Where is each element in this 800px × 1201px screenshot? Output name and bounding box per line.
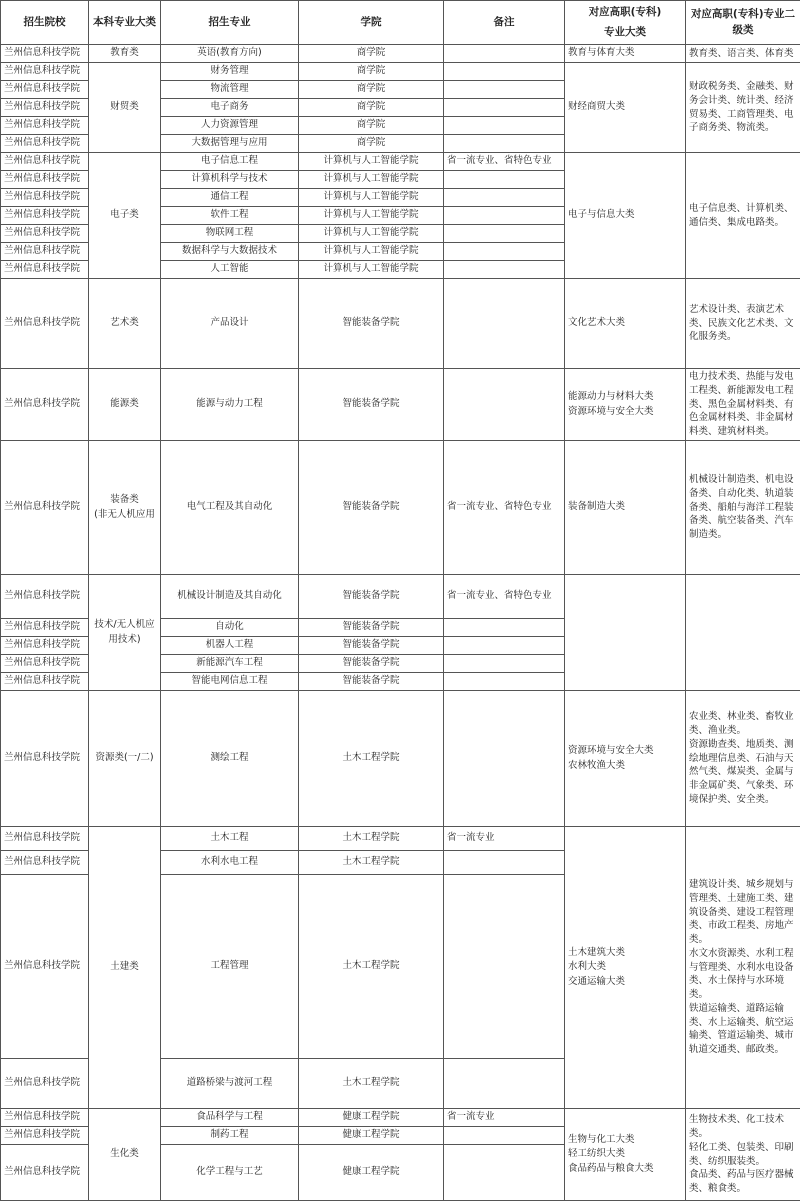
hv-subcategory-cell: 教育类、语言类、体育类: [686, 45, 800, 63]
note-cell: [444, 851, 565, 875]
hv-subcategory-cell: 生物技术类、化工技术类。 轻化工类、包装类、印刷类、纺织服装类。 食品类、药品与医疗器械类、粮食类。: [686, 1109, 800, 1201]
college-cell: 商学院: [299, 81, 444, 99]
header-school: 招生院校: [1, 1, 89, 45]
school-cell: 兰州信息科技学院: [1, 851, 89, 875]
category-cell: 土建类: [89, 827, 161, 1109]
table-row: [1, 153, 800, 171]
hv-category-cell: 文化艺术大类: [565, 279, 686, 369]
header-hv-subcategory: 对应高职(专科)专业二级类: [686, 1, 800, 45]
major-cell: 人力资源管理: [161, 117, 299, 135]
note-cell: [444, 619, 565, 637]
hv-category-cell: 装备制造大类: [565, 441, 686, 575]
school-cell: 兰州信息科技学院: [1, 117, 89, 135]
header-college: 学院: [299, 1, 444, 45]
note-cell: [444, 243, 565, 261]
hv-subcategory-cell: 电力技术类、热能与发电工程类、新能源发电工程类、黑色金属材料类、有色金属材料类、非金属材料类、建筑材料类。: [686, 369, 800, 441]
school-cell: 兰州信息科技学院: [1, 369, 89, 441]
school-cell: 兰州信息科技学院: [1, 1059, 89, 1109]
college-cell: 健康工程学院: [299, 1109, 444, 1127]
hv-category-cell: 资源环境与安全大类 农林牧渔大类: [565, 691, 686, 827]
major-cell: 机械设计制造及其自动化: [161, 575, 299, 619]
header-hv-category-line1: 对应高职(专科): [568, 3, 682, 23]
category-cell: 能源类: [89, 369, 161, 441]
major-cell: 能源与动力工程: [161, 369, 299, 441]
note-cell: [444, 637, 565, 655]
note-cell: [444, 369, 565, 441]
header-category: 本科专业大类: [89, 1, 161, 45]
major-cell: 大数据管理与应用: [161, 135, 299, 153]
hv-category-cell: 电子与信息大类: [565, 153, 686, 279]
major-cell: 数据科学与大数据技术: [161, 243, 299, 261]
college-cell: 土木工程学院: [299, 875, 444, 1059]
school-cell: 兰州信息科技学院: [1, 207, 89, 225]
college-cell: 计算机与人工智能学院: [299, 189, 444, 207]
college-cell: 土木工程学院: [299, 1059, 444, 1109]
college-cell: 智能装备学院: [299, 637, 444, 655]
table-body: [1, 45, 800, 1201]
hv-category-cell: 能源动力与材料大类 资源环境与安全大类: [565, 369, 686, 441]
college-cell: 计算机与人工智能学院: [299, 225, 444, 243]
hv-subcategory-cell: 机械设计制造类、机电设备类、自动化类、轨道装备类、船舶与海洋工程装备类、航空装备类、汽车制造类。: [686, 441, 800, 575]
school-cell: 兰州信息科技学院: [1, 441, 89, 575]
note-cell: [444, 207, 565, 225]
school-cell: 兰州信息科技学院: [1, 153, 89, 171]
major-cell: 人工智能: [161, 261, 299, 279]
header-major: 招生专业: [161, 1, 299, 45]
school-cell: 兰州信息科技学院: [1, 189, 89, 207]
major-cell: 测绘工程: [161, 691, 299, 827]
major-cell: 物联网工程: [161, 225, 299, 243]
note-cell: [444, 81, 565, 99]
major-cell: 财务管理: [161, 63, 299, 81]
note-cell: [444, 261, 565, 279]
category-cell: 装备类 (非无人机应用: [89, 441, 161, 575]
school-cell: 兰州信息科技学院: [1, 691, 89, 827]
college-cell: 商学院: [299, 135, 444, 153]
school-cell: 兰州信息科技学院: [1, 575, 89, 619]
note-cell: [444, 1145, 565, 1201]
college-cell: 商学院: [299, 117, 444, 135]
school-cell: 兰州信息科技学院: [1, 81, 89, 99]
major-cell: 机器人工程: [161, 637, 299, 655]
school-cell: 兰州信息科技学院: [1, 619, 89, 637]
hv-category-cell: [565, 575, 686, 691]
table-row: [1, 827, 800, 851]
hv-subcategory-cell: [686, 575, 800, 691]
note-cell: 省一流专业、省特色专业: [444, 575, 565, 619]
school-cell: 兰州信息科技学院: [1, 135, 89, 153]
note-cell: [444, 279, 565, 369]
category-cell: 生化类: [89, 1109, 161, 1201]
hv-subcategory-cell: 建筑设计类、城乡规划与管理类、土建施工类、建筑设备类、建设工程管理类、市政工程类、房地产类。 水文水资源类、水利工程与管理类、水利水电设备类、水土保持与水环境类。 铁道运输类、道路运输类、水上运输类、航空运输类、管道运输类、城市轨道交通类、邮政类。: [686, 827, 800, 1109]
header-hv-category-line2: 专业大类: [568, 23, 682, 43]
college-cell: 计算机与人工智能学院: [299, 171, 444, 189]
major-cell: 软件工程: [161, 207, 299, 225]
college-cell: 智能装备学院: [299, 575, 444, 619]
table-row: [1, 1109, 800, 1127]
note-cell: [444, 655, 565, 673]
note-cell: [444, 225, 565, 243]
major-cell: 英语(教育方向): [161, 45, 299, 63]
college-cell: 商学院: [299, 63, 444, 81]
table-row: [1, 369, 800, 441]
school-cell: 兰州信息科技学院: [1, 261, 89, 279]
college-cell: 智能装备学院: [299, 369, 444, 441]
table-row: [1, 63, 800, 81]
note-cell: [444, 1127, 565, 1145]
school-cell: 兰州信息科技学院: [1, 45, 89, 63]
note-cell: [444, 691, 565, 827]
header-hv-category: [565, 1, 686, 45]
school-cell: 兰州信息科技学院: [1, 673, 89, 691]
major-cell: 智能电网信息工程: [161, 673, 299, 691]
college-cell: 智能装备学院: [299, 619, 444, 637]
school-cell: 兰州信息科技学院: [1, 655, 89, 673]
table-row: [1, 279, 800, 369]
note-cell: 省一流专业: [444, 827, 565, 851]
school-cell: 兰州信息科技学院: [1, 1109, 89, 1127]
note-cell: [444, 135, 565, 153]
major-cell: 自动化: [161, 619, 299, 637]
hv-category-cell: 土木建筑大类 水利大类 交通运输大类: [565, 827, 686, 1109]
hv-subcategory-cell: 电子信息类、计算机类、通信类、集成电路类。: [686, 153, 800, 279]
major-cell: 食品科学与工程: [161, 1109, 299, 1127]
note-cell: 省一流专业、省特色专业: [444, 153, 565, 171]
category-cell: 技术/无人机应用技术): [89, 575, 161, 691]
hv-subcategory-cell: 农业类、林业类、畜牧业类、渔业类。 资源勘查类、地质类、测绘地理信息类、石油与天然气类、煤炭类、金属与非金属矿类、气象类、环境保护类、安全类。: [686, 691, 800, 827]
table-row: [1, 441, 800, 575]
hv-subcategory-cell: 艺术设计类、表演艺术类、民族文化艺术类、文化服务类。: [686, 279, 800, 369]
major-cell: 产品设计: [161, 279, 299, 369]
major-cell: 制药工程: [161, 1127, 299, 1145]
school-cell: 兰州信息科技学院: [1, 637, 89, 655]
college-cell: 土木工程学院: [299, 827, 444, 851]
major-cell: 电气工程及其自动化: [161, 441, 299, 575]
major-cell: 电子信息工程: [161, 153, 299, 171]
college-cell: 计算机与人工智能学院: [299, 243, 444, 261]
college-cell: 计算机与人工智能学院: [299, 207, 444, 225]
note-cell: [444, 63, 565, 81]
table-row: [1, 691, 800, 827]
school-cell: 兰州信息科技学院: [1, 63, 89, 81]
category-cell: 电子类: [89, 153, 161, 279]
college-cell: 智能装备学院: [299, 673, 444, 691]
school-cell: 兰州信息科技学院: [1, 279, 89, 369]
school-cell: 兰州信息科技学院: [1, 875, 89, 1059]
school-cell: 兰州信息科技学院: [1, 827, 89, 851]
header-note: 备注: [444, 1, 565, 45]
major-cell: 电子商务: [161, 99, 299, 117]
school-cell: 兰州信息科技学院: [1, 99, 89, 117]
school-cell: 兰州信息科技学院: [1, 1145, 89, 1201]
major-cell: 物流管理: [161, 81, 299, 99]
note-cell: [444, 117, 565, 135]
header-row: [1, 1, 800, 45]
note-cell: 省一流专业、省特色专业: [444, 441, 565, 575]
college-cell: 健康工程学院: [299, 1145, 444, 1201]
hv-subcategory-cell: 财政税务类、金融类、财务会计类、统计类、经济贸易类、工商管理类、电子商务类、物流类。: [686, 63, 800, 153]
college-cell: 智能装备学院: [299, 279, 444, 369]
school-cell: 兰州信息科技学院: [1, 1127, 89, 1145]
college-cell: 计算机与人工智能学院: [299, 261, 444, 279]
note-cell: [444, 171, 565, 189]
major-cell: 计算机科学与技术: [161, 171, 299, 189]
major-cell: 土木工程: [161, 827, 299, 851]
table-row: [1, 45, 800, 63]
school-cell: 兰州信息科技学院: [1, 171, 89, 189]
note-cell: [444, 1059, 565, 1109]
note-cell: [444, 875, 565, 1059]
major-cell: 新能源汽车工程: [161, 655, 299, 673]
college-cell: 土木工程学院: [299, 851, 444, 875]
school-cell: 兰州信息科技学院: [1, 225, 89, 243]
hv-category-cell: 财经商贸大类: [565, 63, 686, 153]
major-cell: 水利水电工程: [161, 851, 299, 875]
college-cell: 健康工程学院: [299, 1127, 444, 1145]
major-cell: 道路桥梁与渡河工程: [161, 1059, 299, 1109]
college-cell: 智能装备学院: [299, 441, 444, 575]
note-cell: [444, 189, 565, 207]
note-cell: [444, 673, 565, 691]
major-cell: 化学工程与工艺: [161, 1145, 299, 1201]
hv-category-cell: 生物与化工大类 轻工纺织大类 食品药品与粮食大类: [565, 1109, 686, 1201]
school-cell: 兰州信息科技学院: [1, 243, 89, 261]
category-cell: 财贸类: [89, 63, 161, 153]
college-cell: 计算机与人工智能学院: [299, 153, 444, 171]
note-cell: [444, 45, 565, 63]
college-cell: 商学院: [299, 99, 444, 117]
note-cell: [444, 99, 565, 117]
college-cell: 智能装备学院: [299, 655, 444, 673]
college-cell: 商学院: [299, 45, 444, 63]
note-cell: 省一流专业: [444, 1109, 565, 1127]
major-cell: 工程管理: [161, 875, 299, 1059]
hv-category-cell: 教育与体育大类: [565, 45, 686, 63]
category-cell: 教育类: [89, 45, 161, 63]
college-cell: 土木工程学院: [299, 691, 444, 827]
table-row: [1, 575, 800, 619]
major-cell: 通信工程: [161, 189, 299, 207]
category-cell: 资源类(一/二): [89, 691, 161, 827]
category-cell: 艺术类: [89, 279, 161, 369]
